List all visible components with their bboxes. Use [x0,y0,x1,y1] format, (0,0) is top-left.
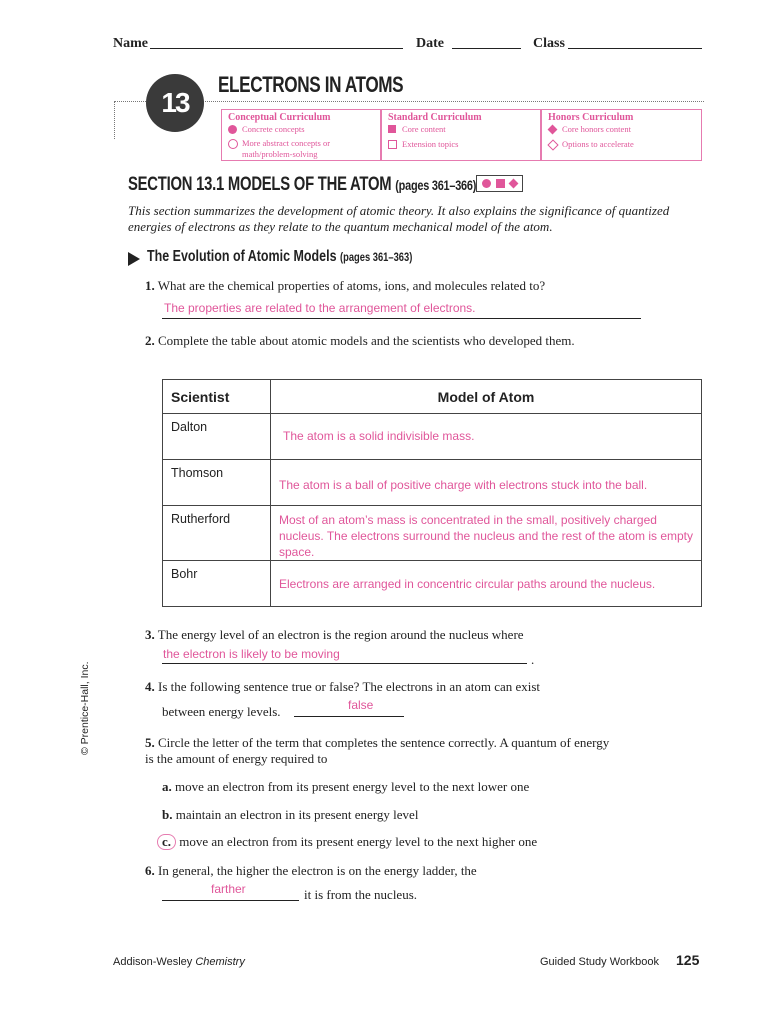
curriculum-item: Core content [402,124,446,134]
filled-diamond-icon [548,125,558,135]
curriculum-symbols-box [476,175,523,192]
option-text: move an electron from its present energy level to the next higher one [179,834,538,849]
option-c[interactable] [157,834,537,850]
section-pages: (pages 361–366) [395,177,477,193]
question-4-line2: between energy levels. [162,704,281,719]
curriculum-title: Standard Curriculum [388,112,482,123]
curriculum-item: More abstract concepts or math/problem-solving [242,138,331,159]
option-b[interactable] [162,807,418,823]
section-title [128,174,476,196]
section-intro: This section summarizes the development of atomic theory. It also explains the significance of quantized energies of electrons as they relate to the quantum mechanical model of the atom. [128,203,670,234]
publisher-name: Addison-Wesley [113,956,193,968]
curriculum-item: Core honors content [562,124,631,134]
question-number: 3. [145,627,155,642]
class-field[interactable] [568,36,702,49]
column-header-scientist: Scientist [163,380,271,414]
answer-line[interactable] [162,647,527,664]
scientist-cell: Bohr [163,561,271,607]
model-cell[interactable]: The atom is a ball of positive charge with electrons stuck into the ball. [271,460,702,506]
filled-square-icon [388,125,396,133]
model-cell[interactable]: The atom is a solid indivisible mass. [271,414,702,460]
table-header-row [163,380,702,414]
copyright-note: © Prentice-Hall, Inc. [79,661,91,755]
curriculum-box-standard [381,109,541,161]
open-diamond-icon [547,139,558,150]
question-6-end: it is from the nucleus. [304,887,418,902]
question-text: Complete the table about atomic models and the scientists who developed them. [158,333,575,348]
open-circle-icon [228,139,238,149]
question-5 [145,735,615,767]
question-4 [145,679,705,695]
publisher-book: Chemistry [195,956,245,968]
option-letter: b. [162,807,173,822]
filled-square-icon [496,179,505,188]
question-text: What are the chemical properties of atoms, ions, and molecules related to? [157,278,546,293]
answer-text: farther [211,882,246,896]
answer-text: The properties are related to the arrangement of electrons. [164,301,476,315]
question-number: 5. [145,735,155,750]
question-text: Is the following sentence true or false? The electrons in an atom can exist [158,679,541,694]
option-text: maintain an electron in its present energy level [175,807,419,822]
page-number: 125 [676,952,700,968]
scientist-cell: Rutherford [163,506,271,561]
curriculum-item: Concrete concepts [242,124,305,134]
question-number: 1. [145,278,155,293]
filled-circle-icon [228,125,237,134]
subsection-title-text: The Evolution of Atomic Models [147,248,337,265]
question-number: 4. [145,679,155,694]
question-6 [145,863,705,879]
footer-publisher [113,956,245,968]
answer-line[interactable] [162,300,641,319]
question-3-end: . [531,652,535,667]
answer-line[interactable] [162,884,299,901]
atomic-models-table [162,379,702,607]
question-text: The energy level of an electron is the region around the nucleus where [157,627,524,642]
section-title-text: SECTION 13.1 MODELS OF THE ATOM [128,174,392,195]
answer-text: the electron is likely to be moving [163,647,340,661]
filled-diamond-icon [508,179,518,189]
question-1 [145,278,705,294]
question-number: 6. [145,863,155,878]
answer-text: false [348,698,374,712]
chapter-divider-left [114,101,115,139]
chapter-number-badge: 13 [146,74,204,132]
name-label: Name [113,36,148,51]
circled-option-letter: c. [157,834,176,850]
option-letter: a. [162,779,172,794]
triangle-bullet-icon [128,252,140,266]
answer-line[interactable] [294,700,404,717]
curriculum-title: Honors Curriculum [548,112,634,123]
subsection-title [147,248,412,266]
question-text: Circle the letter of the term that completes the sentence correctly. A quantum of energy is the amount of energy required to [145,735,610,766]
filled-circle-icon [482,179,491,188]
table-row [163,506,702,561]
footer-workbook: Guided Study Workbook [540,956,660,968]
curriculum-item: Options to accelerate [562,139,634,149]
curriculum-item: Extension topics [402,139,459,149]
scientist-cell: Thomson [163,460,271,506]
option-text: move an electron from its present energy level to the next lower one [175,779,530,794]
table-row [163,561,702,607]
curriculum-box-honors [541,109,702,161]
option-a[interactable] [162,779,529,795]
table-row [163,460,702,506]
chapter-title: ELECTRONS IN ATOMS [218,72,404,97]
table-row [163,414,702,460]
question-3 [145,627,705,643]
open-square-icon [388,140,397,149]
name-field[interactable] [150,36,403,49]
question-text: In general, the higher the electron is on the energy ladder, the [158,863,477,878]
date-label: Date [416,36,444,51]
column-header-model: Model of Atom [271,380,702,414]
scientist-cell: Dalton [163,414,271,460]
date-field[interactable] [452,36,521,49]
question-number: 2. [145,333,155,348]
model-cell[interactable]: Electrons are arranged in concentric circular paths around the nucleus. [271,561,702,607]
question-2 [145,333,605,349]
model-cell[interactable]: Most of an atom’s mass is concentrated in the small, positively charged nucleus. The electrons surround the nucleus and the rest of the atom is empty space. [271,506,702,561]
curriculum-box-conceptual [221,109,381,161]
curriculum-title: Conceptual Curriculum [228,112,331,123]
subsection-pages: (pages 361–363) [339,250,413,264]
class-label: Class [533,36,565,51]
